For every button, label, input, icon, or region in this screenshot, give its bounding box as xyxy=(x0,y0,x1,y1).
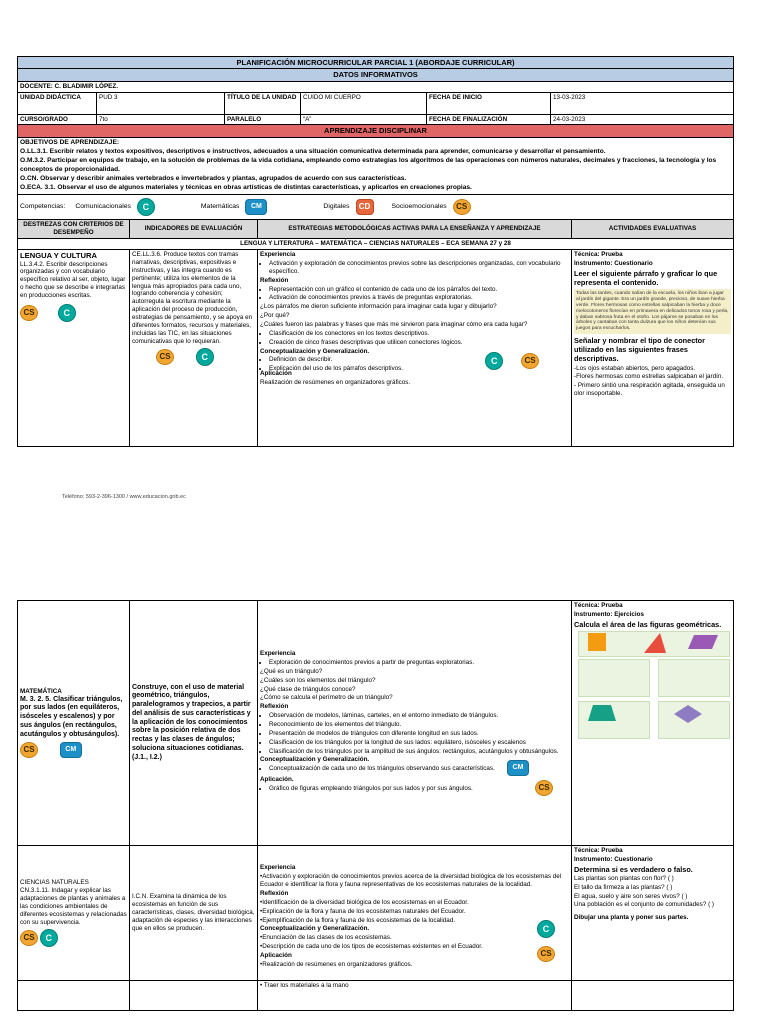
list-item: • Gráfico de figuras empleando triángulos por sus lados y por sus ángulos. xyxy=(269,785,569,793)
ciencias-indicador xyxy=(130,846,258,981)
competencia-comunicacionales: Comunicacionales xyxy=(75,203,131,210)
paralelo-value: “A” xyxy=(301,114,427,125)
list-item: • Clasificación de los triángulos por la amplitud de sus ángulos: rectángulos, acutángulos y obtusángulos. xyxy=(269,748,569,756)
tecnica-label: Técnica: Prueba xyxy=(574,602,623,609)
conceptualizacion-heading: Conceptualización y Generalización. xyxy=(260,925,370,933)
competencias-row xyxy=(18,195,734,220)
comunicacional-badge-icon: C xyxy=(485,352,503,370)
reflexion-heading: Reflexión xyxy=(260,276,289,284)
socioemocional-badge-icon: CS xyxy=(521,353,539,369)
frase-item: -Los ojos estaban abiertos, pero apagados. xyxy=(574,364,696,372)
section-datos-informativos: DATOS INFORMATIVOS xyxy=(18,69,734,81)
tecnica-label: Técnica: Prueba xyxy=(574,251,623,259)
comunicacional-badge-icon: C xyxy=(58,304,76,322)
lengua-estrategias xyxy=(258,250,572,447)
bottom-cell xyxy=(130,981,258,1011)
matematica-indicador xyxy=(130,601,258,846)
paralelo-label: PARALELO xyxy=(225,114,301,125)
list-item: • Clasificación de los conectores en los textos descriptivos. xyxy=(269,330,569,338)
eval-task: Señalar y nombrar el tipo de conector utilizado en las siguientes frases descriptivas. xyxy=(574,336,705,364)
tecnica-label: Técnica: Prueba xyxy=(574,847,623,854)
objetivo-item: O.ECA. 3.1. Observar el uso de algunos materiales y técnicas en obras artísticas de distintas características, y aplicarlos en creaciones propias. xyxy=(20,184,472,192)
socioemocional-badge-icon: CS xyxy=(453,199,471,215)
vf-item: El agua, suelo y aire son seres vivos? ( ) xyxy=(574,892,688,900)
col-estrategias: ESTRATEGIAS METODOLÓGICAS ACTIVAS PARA LA ENSEÑANZA Y APRENDIZAJE xyxy=(258,220,572,239)
matematica-indicador-text: Construye, con el uso de material geométrico, triángulos, paralelogramos y trapecios, a partir del análisis de sus características y la aplicación de los conocimientos sobre la posición relativa de dos rectas y las clases de ángulos; soluciona situaciones cotidianas. (J.1., I.2.) xyxy=(132,683,251,761)
bottom-strategies xyxy=(258,981,572,1011)
matematica-badge-icon: CM xyxy=(507,760,529,776)
ciencias-destreza-text: CN.3.1.11. Indagar y explicar las adaptaciones de plantas y animales a las condiciones ambientales de diferentes ecosistemas y relacionadas con su supervivencia. xyxy=(20,887,127,926)
matematica-badge-icon: CM xyxy=(60,742,82,758)
list-item: • Exploración de conocimientos previos a partir de preguntas exploratorias. xyxy=(269,659,569,667)
comunicacional-badge-icon: C xyxy=(537,920,555,938)
titulo-value: CUIDO MI CUERPO xyxy=(301,92,427,114)
matematica-estrategias xyxy=(258,601,572,846)
socioemocional-badge-icon: CS xyxy=(20,930,38,946)
aplicacion-text: Realización de resúmenes en organizadores gráficos. xyxy=(260,379,411,386)
bottom-fragment: • Traer los materiales a la mano xyxy=(260,982,349,989)
conceptualizacion-heading: Conceptualización y Generalización. xyxy=(260,347,370,355)
question-text: ¿Qué clase de triángulos conoce? xyxy=(260,685,356,693)
lengua-destreza-text: LL.3.4.2. Escribir descripciones organizadas y con vocabulario específico relativo al ser, objeto, lugar o hecho que se describe e integrarlas en producciones escritas. xyxy=(20,260,126,300)
vf-item: El tallo da firmeza a las plantas? ( ) xyxy=(574,883,673,891)
vf-item: Las plantas son plantas con flor? ( ) xyxy=(574,874,674,882)
list-item: •Identificación de la diversidad biológica de los ecosistemas en el Ecuador. xyxy=(260,898,469,906)
list-item: • Reconocimiento de los elementos del triángulo. xyxy=(269,721,569,729)
socioemocional-badge-icon: CS xyxy=(156,349,174,365)
reading-paragraph: Todas las tardes, cuando salían de la escuela, los niños iban a jugar al jardín del gigante. Era un jardín grande, precioso, de suave hierba verde. Flores hermosas como estrellas salpicaban la hierba y doce melocotoneros florecían en primavera en delicados tonos rosa y perla, y daban sabrosa fruta en el otoño. Los pájaros se posaban en los árboles y cantaban con tanta dulzura que los niños detenían sus juegos para escucharlos. xyxy=(574,289,731,334)
reflexion-heading: Reflexión xyxy=(260,889,289,897)
list-item: • Conceptualización de cada uno de los triángulos observando sus características. xyxy=(269,765,569,773)
matematica-destreza-text: M. 3. 2. 5. Clasificar triángulos, por sus lados (en equiláteros, isósceles y escalenos) y por sus ángulos (en rectángulos, acutángulos y obtusángulos). xyxy=(20,695,123,738)
matematica-badge-icon: CM xyxy=(245,199,267,215)
ciencias-title: CIENCIAS NATURALES xyxy=(20,879,89,887)
unidad-label: UNIDAD DIDÁCTICA xyxy=(18,92,97,114)
fecha-inicio-value: 13-03-2023 xyxy=(551,92,734,114)
instrumento-label: Instrumento: Cuestionario xyxy=(574,259,653,267)
aplicacion-heading: Aplicación xyxy=(260,951,292,959)
eval-task: Leer el siguiente párrafo y graficar lo que representa el contenido. xyxy=(574,268,718,287)
socioemocional-badge-icon: CS xyxy=(535,780,553,796)
footer-contact: Teléfono: 593-2-396-1300 / www.educacion.gob.ec xyxy=(62,494,186,500)
lengua-destreza xyxy=(18,250,130,447)
competencia-matematicas: Matemáticas xyxy=(200,203,240,210)
question-text: ¿Por qué? xyxy=(260,312,290,320)
lengua-indicador-text: CE.LL.3.6. Produce textos con tramas narrativas, descriptivas, expositivas e instructivas, y las integra cuando es pertinente; utiliza los elementos de la lengua más apropiados para cada uno, logrando coherencia y cohesión; autorregula la escritura mediante la aplicación del proceso de producción, estrategias de pensamiento, y se apoya en diferentes formatos, recursos y materiales, incluidas las TIC, en las situaciones comunicativas que lo requieran. xyxy=(132,251,253,345)
list-item: •Descripción de cada uno de los tipos de ecosistemas existentes en el Ecuador. xyxy=(260,943,483,951)
lengua-title: LENGUA Y CULTURA xyxy=(20,251,97,261)
experiencia-heading: Experiencia xyxy=(260,864,296,872)
experiencia-text: •Activación y exploración de conocimientos previos acerca de la diversidad biológica de los ecosistemas del Ecuador e identificar la flora y fauna representativas de los ecosistemas naturales de la localidad. xyxy=(260,873,562,889)
list-item: • Representación con un gráfico el contenido de cada uno de los párrafos del texto. xyxy=(269,286,569,294)
section-aprendizaje: APRENDIZAJE DISCIPLINAR xyxy=(18,125,734,137)
fecha-fin-value: 24-03-2023 xyxy=(551,114,734,125)
competencias-label: Competencias: xyxy=(20,203,66,210)
eval-task: Calcula el área de las figuras geométricas. xyxy=(574,619,722,629)
conceptualizacion-heading: Conceptualización y Generalización. xyxy=(260,756,370,764)
instrumento-label: Instrumento: Ejercicios xyxy=(574,610,644,618)
objetivo-item: O.M.3.2. Participar en equipos de trabajo, en la solución de problemas de la vida cotidiana, empleando como estrategias los algoritmos de las operaciones con números naturales, decimales y fracciones, la tecnología y los conceptos de proporcionalidad. xyxy=(20,157,717,173)
ciencias-indicador-text: I.C.N. Examina la dinámica de los ecosistemas en función de sus características, clases, diversidad biológica, adaptación de especies y las interacciones que en ellos se producen. xyxy=(132,893,255,932)
objetivo-item: O.LL.3.1. Escribir relatos y textos expositivos, descriptivos e instructivos, adecuados a una situación comunicativa determinada para aprender, comunicarse y desarrollar el pensamiento. xyxy=(20,148,606,156)
matematica-title: MATEMÁTICA xyxy=(20,687,62,695)
list-item: •Ejemplificación de la flora y fauna de los ecosistemas de la localidad. xyxy=(260,916,456,924)
curso-value: 7to xyxy=(97,114,225,125)
competencia-digitales: Digitales xyxy=(323,203,350,210)
aplicacion-heading: Aplicación. xyxy=(260,776,294,784)
matematica-ciencias-table xyxy=(17,600,734,1011)
curso-label: CURSO/GRADO xyxy=(18,114,97,125)
competencia-socioemocionales: Socioemocionales xyxy=(391,203,447,210)
question-text: ¿Los párrafos me dieron suficiente información para imaginar cada lugar y dibujarlo? xyxy=(260,303,497,311)
list-item: •Explicación de la flora y fauna de los ecosistemas naturales del Ecuador. xyxy=(260,907,466,915)
question-text: ¿Cuáles fueron las palabras y frases que más me sirvieron para imaginar cómo era cada lugar? xyxy=(260,320,528,328)
square-figure xyxy=(588,633,606,651)
document-title: PLANIFICACIÓN MICROCURRICULAR PARCIAL 1 (ABORDAJE CURRICULAR) xyxy=(18,57,734,69)
list-item: • Definición de describir. xyxy=(269,356,569,364)
list-item: • Activación de conocimientos previos a través de preguntas exploratorias. xyxy=(269,294,569,302)
triangle-figure xyxy=(644,633,666,653)
trapezoid-figure xyxy=(588,705,616,721)
geometry-figures xyxy=(574,631,731,739)
col-destrezas: DESTREZAS CON CRITERIOS DE DESEMPEÑO xyxy=(18,220,130,239)
list-item: •Enunciación de las clases de los ecosistemas. xyxy=(260,934,392,942)
titulo-label: TÍTULO DE LA UNIDAD xyxy=(225,92,301,114)
aplicacion-text: •Realización de resúmenes en organizadores gráficos. xyxy=(260,960,413,968)
objetivos-heading: OBJETIVOS DE APRENDIZAJE: xyxy=(20,138,120,146)
planning-sheet-2 xyxy=(17,600,733,1011)
list-item: • Creación de cinco frases descriptivas que utilicen conectores lógicos. xyxy=(269,339,569,347)
lengua-actividades xyxy=(572,250,734,447)
bottom-cell xyxy=(572,981,734,1011)
ciencias-destreza xyxy=(18,846,130,981)
rhombus-figure xyxy=(674,705,702,723)
matematica-destreza xyxy=(18,601,130,846)
frase-item: -Flores hermosas como estrellas salpicaban el jardín. xyxy=(574,373,724,381)
socioemocional-badge-icon: CS xyxy=(537,946,555,962)
lengua-table xyxy=(17,219,734,447)
header-table xyxy=(17,56,734,220)
ciencias-estrategias xyxy=(258,846,572,981)
eval-task: Dibujar una planta y poner sus partes. xyxy=(574,914,689,922)
question-text: ¿Cómo se calcula el perímetro de un triángulo? xyxy=(260,694,393,702)
aplicacion-heading: Aplicación xyxy=(260,370,292,378)
list-item: • Clasificación de los triángulos por la longitud de sus lados: equilátero, isósceles y escalenos xyxy=(269,739,569,747)
experiencia-heading: Experiencia xyxy=(260,251,296,259)
docente-label: DOCENTE: C. BLADIMIR LÓPEZ. xyxy=(18,81,734,92)
digital-badge-icon: CD xyxy=(356,199,374,215)
fecha-inicio-label: FECHA DE INICIO xyxy=(427,92,551,114)
vf-item: Una población es el conjunto de comunidades? ( ) xyxy=(574,901,715,909)
list-item: • Explicación del uso de los párrafos descriptivos. xyxy=(269,365,569,373)
reflexion-heading: Reflexión xyxy=(260,703,289,711)
socioemocional-badge-icon: CS xyxy=(20,742,38,758)
bottom-cell xyxy=(18,981,130,1011)
objetivos-block xyxy=(18,137,734,194)
objetivo-item: O.CN. Observar y describir animales vertebrados e invertebrados y plantas, agrupados de acuerdo con sus características. xyxy=(20,174,407,182)
col-actividades: ACTIVIDADES EVALUATIVAS xyxy=(572,220,734,239)
parallelogram-figure xyxy=(688,635,718,649)
question-text: ¿Cuáles son los elementos del triángulo? xyxy=(260,676,376,684)
experiencia-heading: Experiencia xyxy=(260,650,296,658)
col-indicadores: INDICADORES DE EVALUACIÓN xyxy=(130,220,258,239)
comunicacional-badge-icon: C xyxy=(137,198,155,216)
fecha-fin-label: FECHA DE FINALIZACIÓN xyxy=(427,114,551,125)
question-text: ¿Qué es un triángulo? xyxy=(260,667,323,675)
frase-item: - Primero sintió una respiración agitada, enseguida un olor insoportable. xyxy=(574,382,725,398)
list-item: • Presentación de modelos de triángulos con diferente longitud en sus lados. xyxy=(269,730,569,738)
lengua-indicador xyxy=(130,250,258,447)
matematica-actividades xyxy=(572,601,734,846)
comunicacional-badge-icon: C xyxy=(196,348,214,366)
list-item: • Activación y exploración de conocimientos previos sobre las descripciones organizadas, con vocabulario específico. xyxy=(269,260,569,276)
eval-task: Determina si es verdadero o falso. xyxy=(574,864,693,874)
unidad-value: PUD 3 xyxy=(97,92,225,114)
list-item: • Observación de modelos, láminas, carteles, en el entorno inmediato de triángulos. xyxy=(269,712,569,720)
areas-subheader: LENGUA Y LITERATURA – MATEMÁTICA – CIENCIAS NATURALES – ECA SEMANA 27 y 28 xyxy=(18,239,734,250)
socioemocional-badge-icon: CS xyxy=(20,305,38,321)
planning-sheet-1 xyxy=(17,56,733,447)
instrumento-label: Instrumento: Cuestionario xyxy=(574,855,653,863)
comunicacional-badge-icon: C xyxy=(40,929,58,947)
ciencias-actividades xyxy=(572,846,734,981)
